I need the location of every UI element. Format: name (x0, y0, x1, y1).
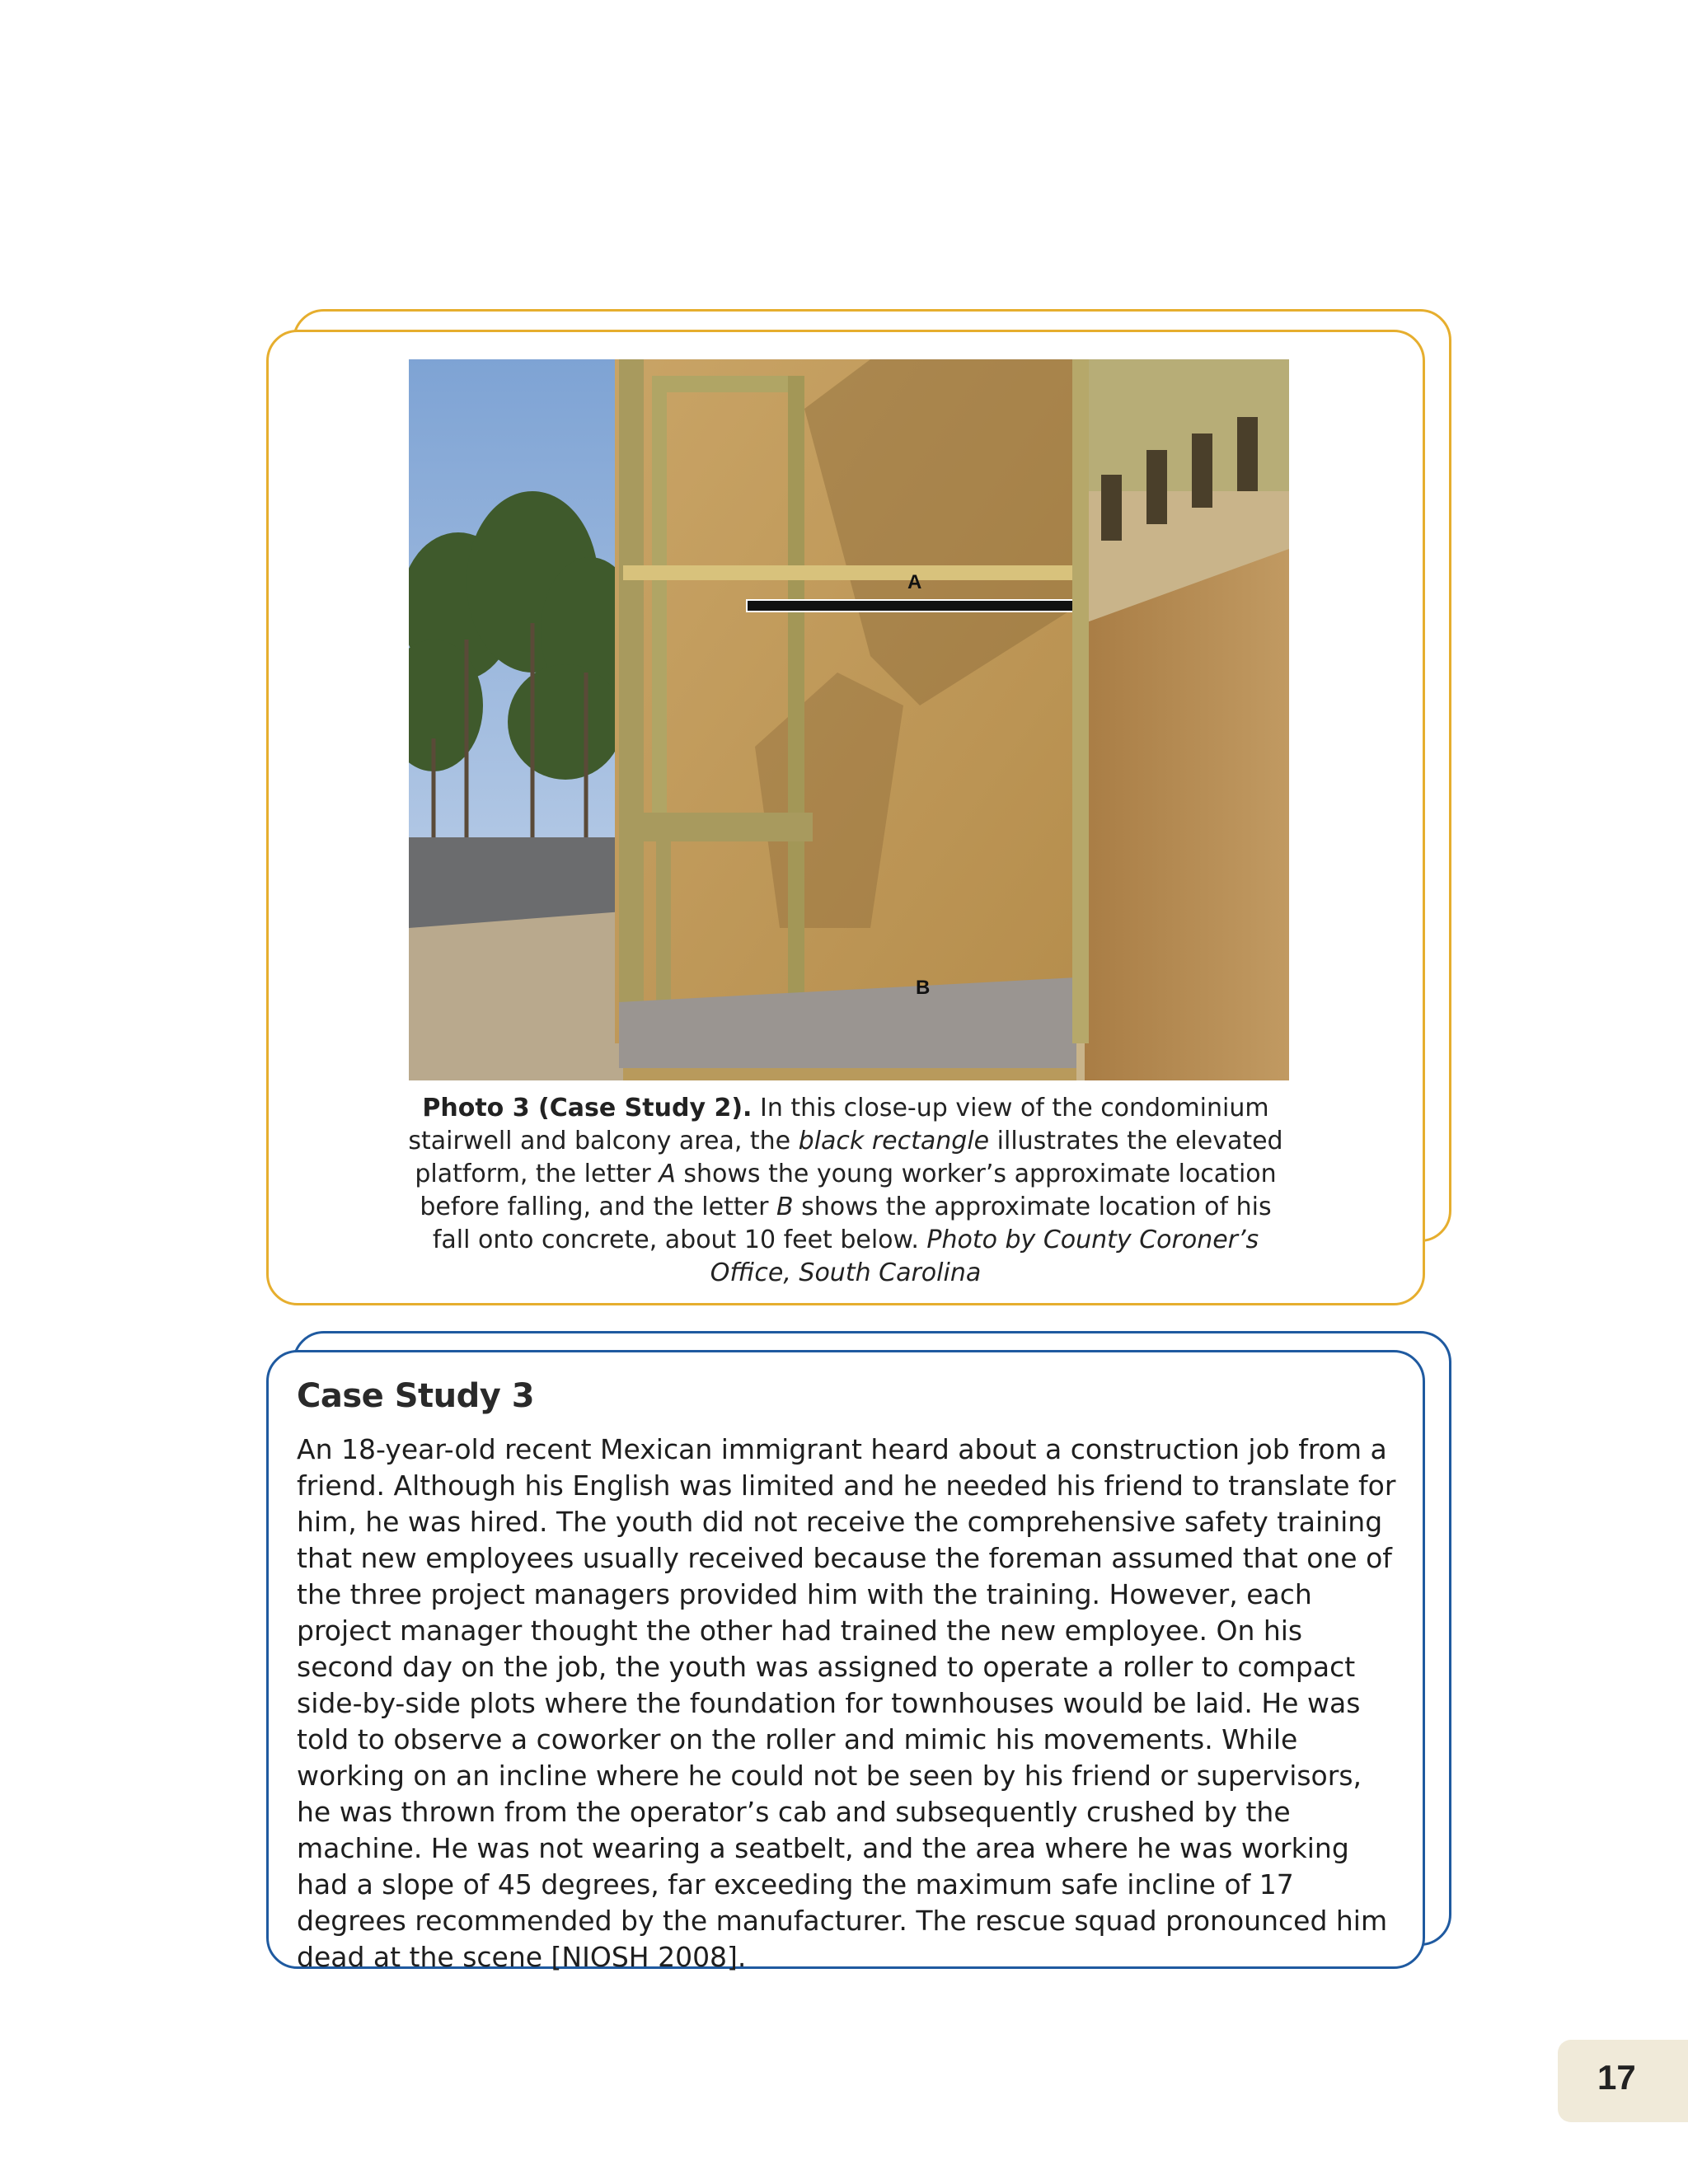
case-study-title: Case Study 3 (297, 1377, 535, 1415)
page-number-tab (1558, 2040, 1688, 2122)
caption-lead: Photo 3 (Case Study 2). (422, 1094, 753, 1122)
photo-label-a: A (907, 571, 922, 593)
caption-text-1: In this close-up view of the condominium stairwell and balcony area, the (408, 1094, 1269, 1155)
page-number: 17 (1597, 2058, 1636, 2097)
caption-text-3: shows the young worker’s approximate location before falling, and the letter (420, 1160, 1277, 1221)
photo-caption (401, 1092, 1291, 1290)
caption-italic-1: black rectangle (798, 1127, 990, 1155)
caption-italic-2: A (659, 1160, 676, 1188)
caption-credit: Photo by County Coroner’s Office, South Carolina (710, 1226, 1259, 1287)
construction-photo (409, 359, 1289, 1080)
construction-photo-illustration (409, 359, 1289, 1080)
caption-italic-3: B (776, 1193, 794, 1221)
photo-label-b: B (916, 977, 931, 999)
caption-text-2: illustrates the elevated platform, the letter (415, 1127, 1283, 1188)
caption-text-4: shows the approximate location of his fall onto concrete, about 10 feet below. (432, 1193, 1272, 1254)
case-study-card (266, 1350, 1425, 1973)
photo-card (266, 330, 1425, 1305)
case-study-body: An 18-year-old recent Mexican immigrant heard about a construction job from a friend. Although his English was limited and he needed his friend to translate for him, he was hired. The youth did not receive the comprehensive safety training that new employees usually received because the foreman assumed that one of the three project managers provided him with the training. However, each project manager thought the other had trained the new employee. On his second day on the job, the youth was assigned to operate a roller to compact side-by-side plots where the foundation for townhouses would be laid. He was told to observe a coworker on the roller and mimic his movements. While working on an incline where he could not be seen by his friend or supervisors, he was thrown from the operator’s cab and subsequently crushed by the machine. He was not wearing a seatbelt, and the area where he was working had a slope of 45 degrees, far exceeding the maximum safe incline of 17 degrees recommended by the manufacturer. The rescue squad pronounced him dead at the scene [NIOSH 2008]. (297, 1433, 1396, 1973)
